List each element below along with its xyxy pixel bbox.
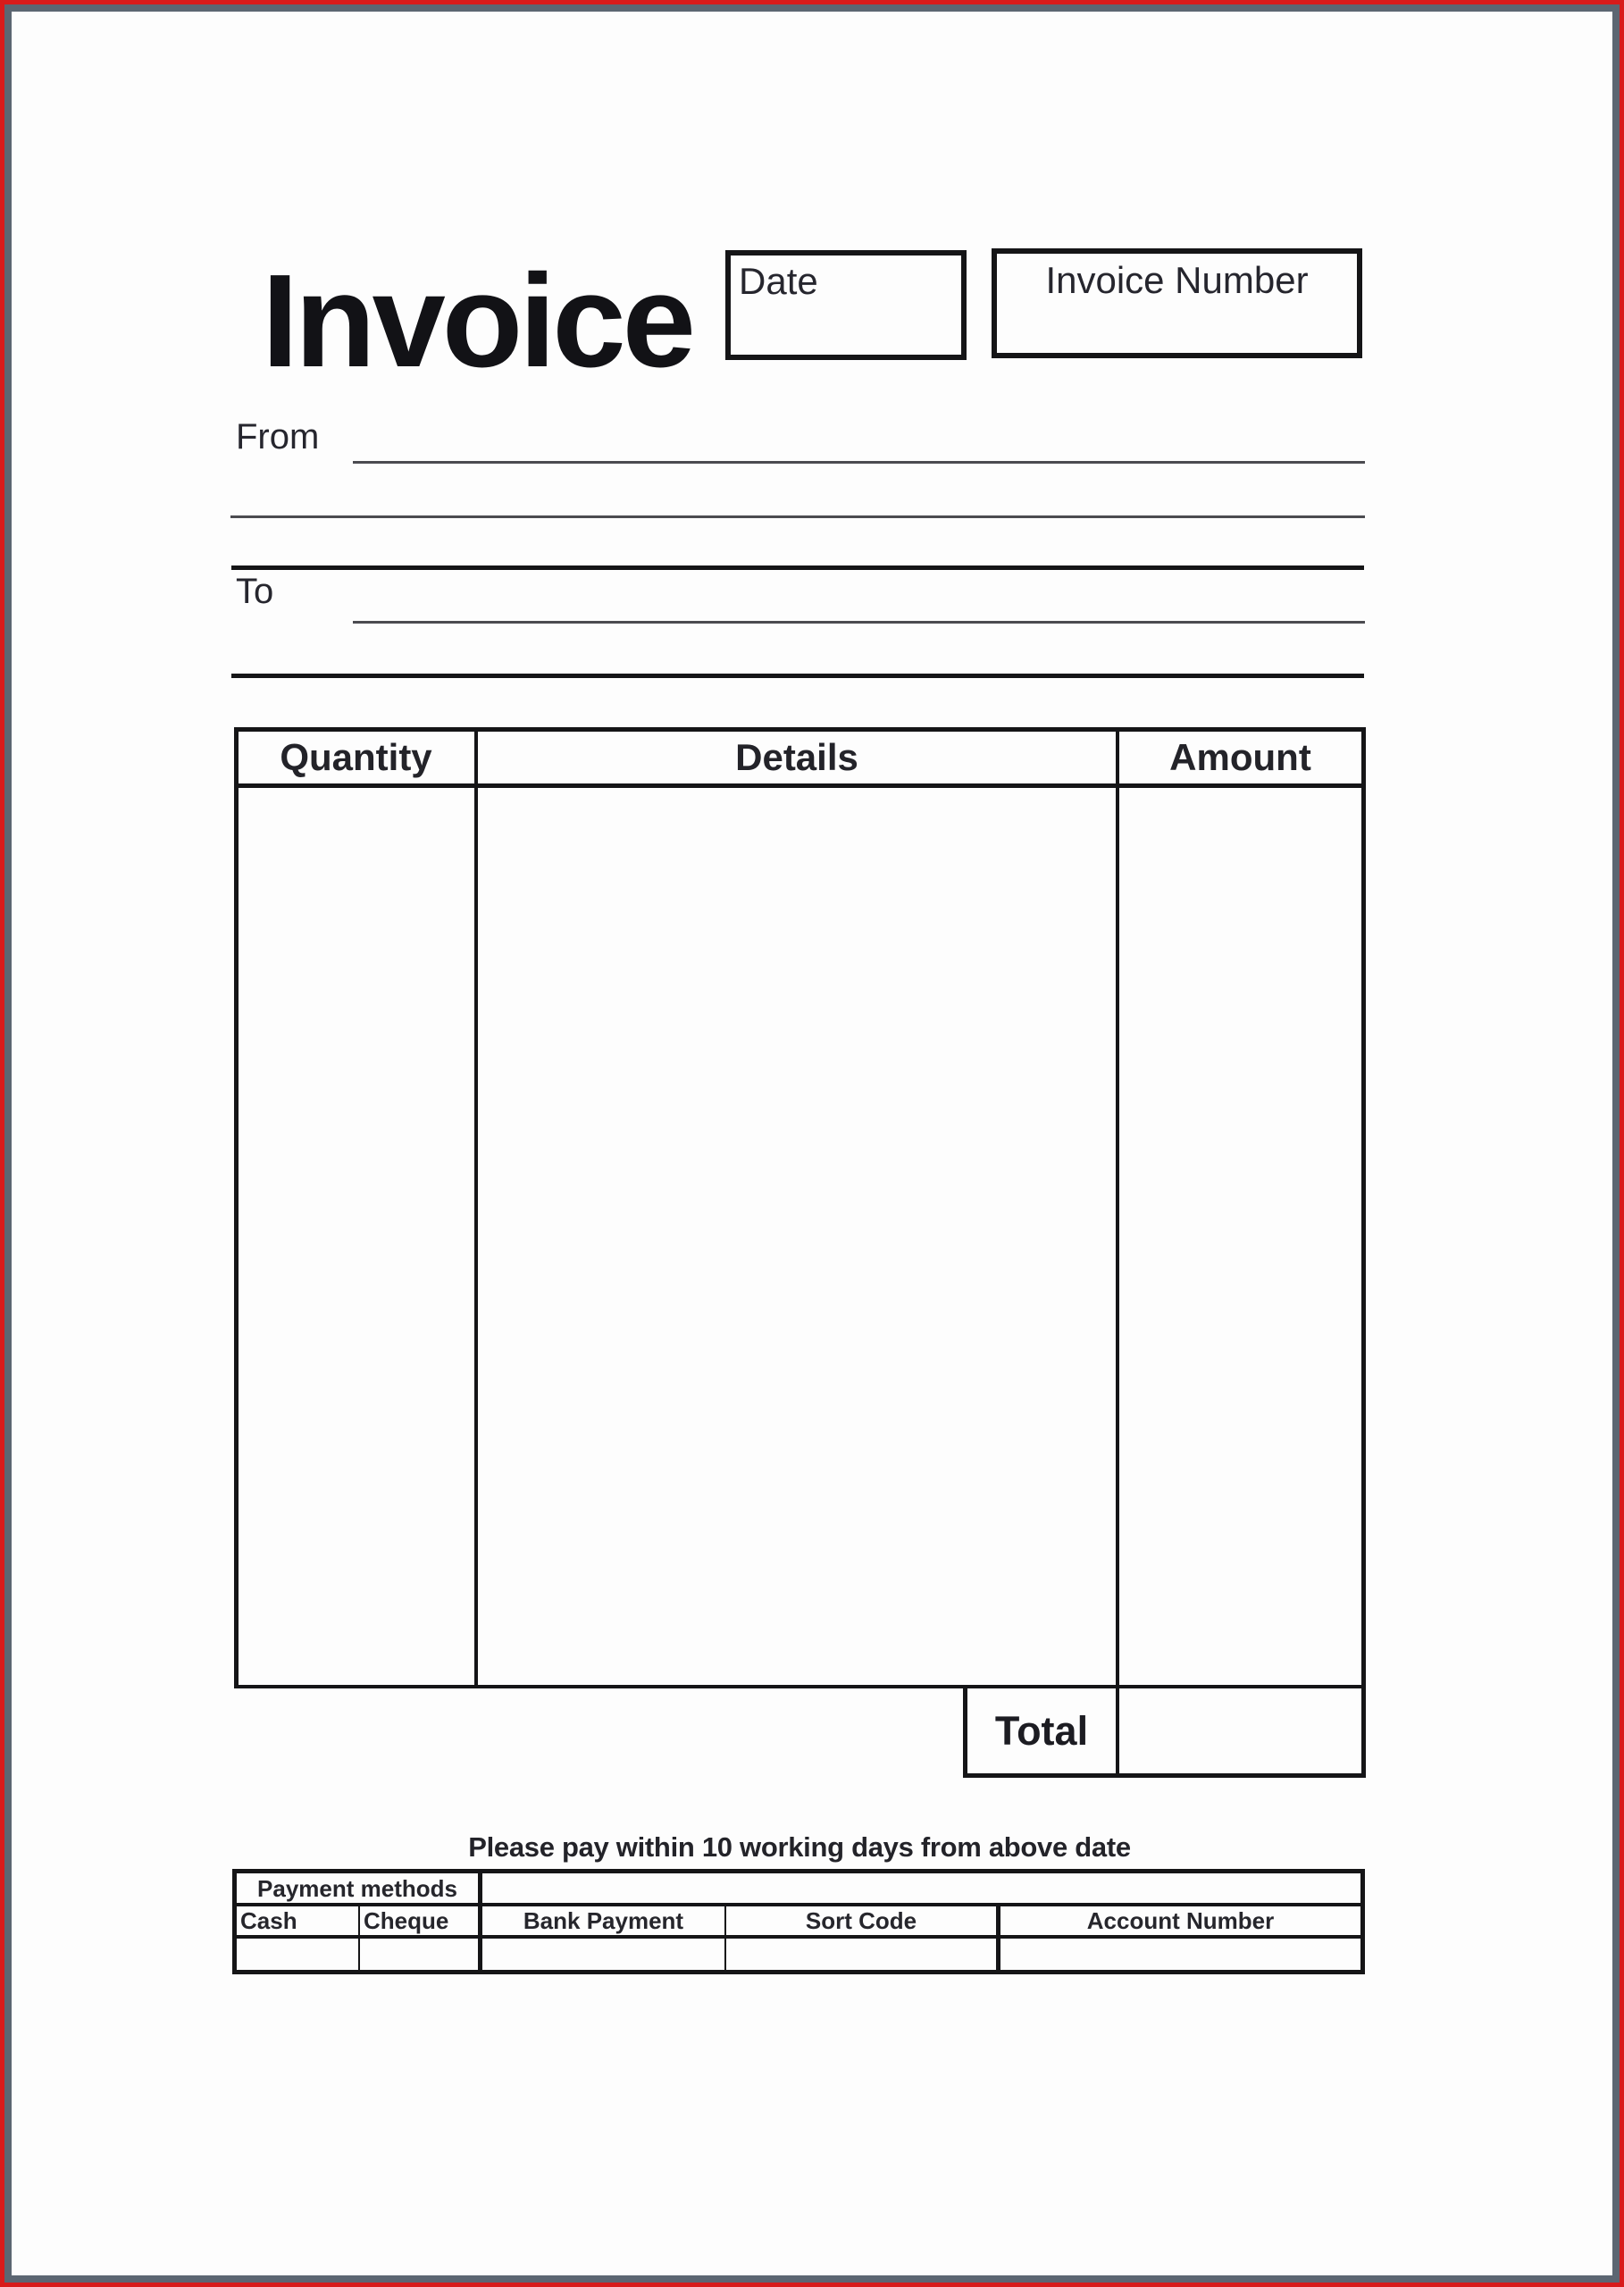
- total-amount-cell[interactable]: [1119, 1688, 1361, 1773]
- to-section-divider: [231, 674, 1364, 678]
- account-number-input-cell[interactable]: [1000, 1939, 1360, 1970]
- invoice-number-label: Invoice Number: [1045, 259, 1309, 301]
- date-label: Date: [739, 260, 818, 302]
- payment-methods-blank-cell[interactable]: [482, 1873, 1360, 1903]
- payment-methods-header: Payment methods: [257, 1874, 457, 1902]
- invoice-number-box[interactable]: [992, 248, 1362, 358]
- items-table-right-border: [1361, 727, 1366, 1777]
- from-line-1[interactable]: [353, 461, 1365, 464]
- amount-body-cell[interactable]: [1119, 788, 1361, 1685]
- account-number-header: Account Number: [1086, 1907, 1275, 1934]
- quantity-body-cell[interactable]: [239, 788, 474, 1685]
- to-label: To: [236, 572, 274, 611]
- from-line-2[interactable]: [230, 515, 1365, 518]
- cheque-input-cell[interactable]: [360, 1939, 478, 1970]
- from-section-divider: [231, 565, 1364, 570]
- sort-code-header: Sort Code: [805, 1907, 917, 1934]
- payment-methods-table: [232, 1869, 1365, 1974]
- cheque-header: Cheque: [364, 1907, 449, 1934]
- payment-note: Please pay within 10 working days from above date: [468, 1831, 1131, 1863]
- cash-header: Cash: [240, 1907, 297, 1934]
- date-box[interactable]: [725, 250, 967, 360]
- details-header: Details: [735, 736, 858, 778]
- sort-code-input-cell[interactable]: [726, 1939, 996, 1970]
- details-body-cell[interactable]: [478, 788, 1116, 1685]
- cash-input-cell[interactable]: [237, 1939, 358, 1970]
- amount-header: Amount: [1169, 736, 1311, 778]
- page-title: Invoice: [262, 247, 692, 395]
- from-label: From: [236, 417, 320, 457]
- to-line-1[interactable]: [353, 621, 1365, 624]
- total-row-bottom-border: [963, 1773, 1366, 1778]
- quantity-header: Quantity: [280, 736, 432, 778]
- bank-payment-header: Bank Payment: [523, 1907, 684, 1934]
- bank-payment-input-cell[interactable]: [482, 1939, 724, 1970]
- total-label: Total: [994, 1708, 1089, 1754]
